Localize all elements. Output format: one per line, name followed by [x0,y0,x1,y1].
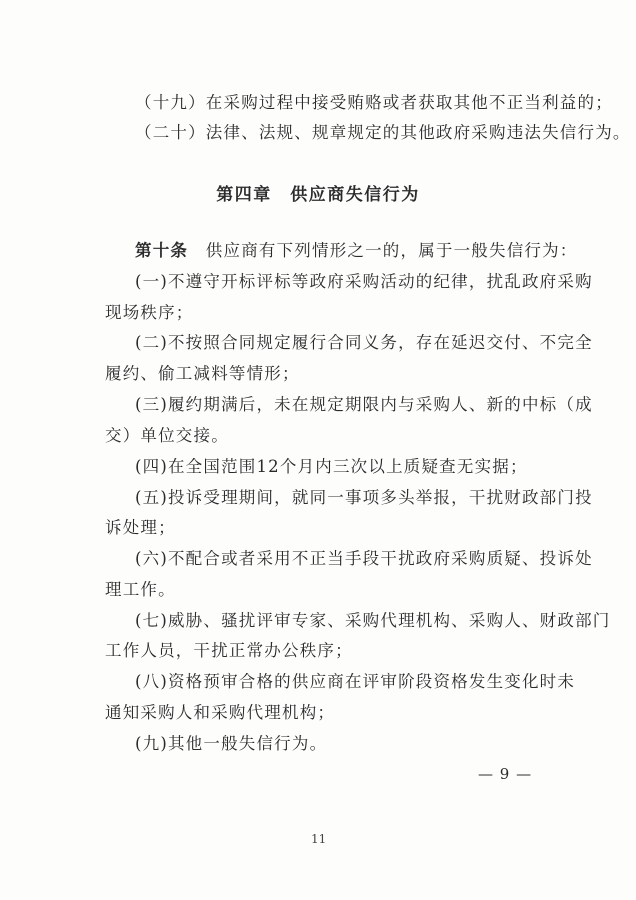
item-five-line1: (五)投诉受理期间，就同一事项多头举报，干扰财政部门投 [135,488,593,507]
article-intro: 供应商有下列情形之一的，属于一般失信行为： [188,241,578,260]
item-three-line1: (三)履约期满后，未在规定期限内与采购人、新的中标（成 [135,395,593,414]
item-one-line2: 现场秩序； [105,303,194,322]
item-seven-line2: 工作人员，干扰正常办公秩序； [105,641,353,660]
item-two-line1: (二)不按照合同规定履行合同义务，存在延迟交付、不完全 [135,333,593,352]
chapter-heading: 第四章 供应商失信行为 [216,185,420,205]
item-nine: (九)其他一般失信行为。 [135,734,328,753]
item-eight-line1: (八)资格预审合格的供应商在评审阶段资格发生变化时未 [135,672,576,691]
item-nineteen: （十九）在采购过程中接受贿赂或者获取其他不正当利益的； [135,93,613,112]
page-number: — 9 — [478,765,533,783]
scan-page-number: 11 [311,832,327,846]
item-seven-line1: (七)威胁、骚扰评审专家、采购代理机构、采购人、财政部门 [135,611,611,630]
item-six-line2: 理工作。 [105,580,176,599]
item-six-line1: (六)不配合或者采用不正当手段干扰政府采购质疑、投诉处 [135,549,593,568]
item-twenty: （二十）法律、法规、规章规定的其他政府采购违法失信行为。 [135,123,631,142]
item-one-line1: (一)不遵守开标评标等政府采购活动的纪律，扰乱政府采购 [135,272,593,291]
item-three-line2: 交）单位交接。 [105,426,229,445]
article-ten [135,240,578,262]
article-label: 第十条 [135,241,189,260]
item-two-line2: 履约、偷工减料等情形； [105,364,300,383]
item-four: (四)在全国范围12个月内三次以上质疑查无实据； [135,457,528,476]
item-five-line2: 诉处理； [105,518,176,537]
item-eight-line2: 通知采购人和采购代理机构； [105,703,336,722]
